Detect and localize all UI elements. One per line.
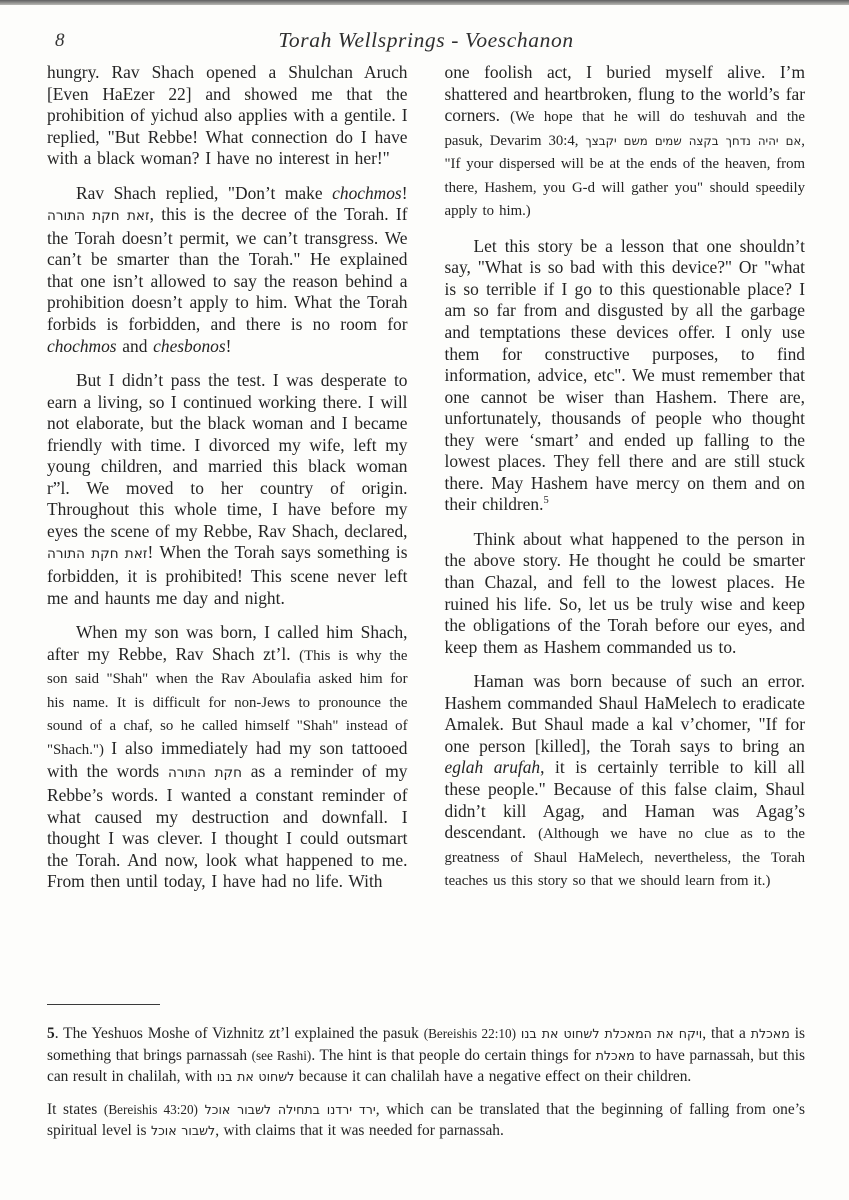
text-segment: Think about what happened to the person in the above story. He thought he could be smarter than Chazal, and fell to the lowest places. He ruined his life. So, let us be truly wise and keep the obligations of the Torah before our eyes, and keep them as Hashem commanded us to.: [444, 528, 805, 657]
text-segment: , "If your dispersed will be at the ends of the heaven, from there, Hashem, you G-d will gather you" should speedily apply to him.): [444, 132, 805, 220]
column-left: [47, 62, 408, 987]
text-segment: !: [401, 182, 408, 203]
paragraph: [47, 1099, 805, 1142]
text-segment: and: [116, 335, 154, 356]
text-segment: But I didn’t pass the test. I was desperate to earn a living, so I continued working there. I will not elaborate, but the black woman and I became friendly with time. I divorced my wife, left my young children, and married this black woman r”l. We moved to her country of origin. Throughout this whole time, I have before my eyes the scene of my Rebbe, Rav Shach, declared,: [47, 370, 408, 541]
text-segment: (We hope that he will do teshuvah and the pasuk, Devarim 30:4,: [444, 109, 805, 149]
text-segment: (This is why the son said "Shah" when the Rav Aboulafia asked him for his name. It is difficult for non-Jews to pronounce the sound of a chaf, so he called himself "Shah" instead of "Shach."): [47, 647, 408, 758]
text-segment: , that a: [702, 1025, 751, 1042]
hebrew-text: לשחוט את בנו: [216, 1069, 295, 1085]
text-segment: , it is certainly terrible to kill all these people." Because of this false claim, Shaul didn’t kill Agag, and Haman was Agag’s descendant.: [444, 757, 805, 843]
text-segment: (see Rashi): [251, 1047, 312, 1063]
text-segment: hungry. Rav Shach opened a Shulchan Aruch [Even HaEzer 22] and showed me that the prohibition of yichud also applies with a gentile. I replied, "But Rebbe! What connection do I have with a black woman? I have no interest in her!": [47, 62, 408, 169]
paragraph: [47, 1023, 805, 1088]
text-segment: Let this story be a lesson that one shouldn’t say, "What is so bad with this device?" Or "what is so terrible if I go to this questionable place? I am so far from and disgusted by all the garbage and temptations these devices offer. I only use them for constructive purposes, to find information, advice, etc". We must remember that one cannot be wiser than Hashem. There are, unfortunately, thousands of people who thought they were ‘smart’ and ended up falling to the lowest places. They fell there and are still stuck there. May Hashem have mercy on them and on their children.: [444, 235, 805, 515]
text-segment: as a reminder of my Rebbe’s words. I wanted a constant reminder of what caused my destruction and downfall. I thought I was clever. I thought I could outsmart the Torah. And now, look what happened to me. From then until today, I have had no life. With: [47, 761, 408, 892]
text-segment: (Bereishis 22:10): [423, 1026, 516, 1041]
paragraph: [47, 370, 408, 609]
text-segment: chesbonos: [153, 335, 226, 356]
footnote-separator: [47, 1004, 160, 1005]
text-segment: eglah arufah: [444, 757, 541, 778]
text-segment: , which can be translated that the beginning of falling from one’s spiritual level is: [47, 1100, 805, 1140]
text-segment: because it can chalilah have a negative effect on their children.: [294, 1068, 692, 1086]
footnote-reference: 5: [543, 495, 549, 507]
paragraph: [445, 62, 806, 223]
two-column-body: [47, 62, 805, 987]
text-segment: [198, 1101, 205, 1118]
hebrew-text: לשבור אוכל: [150, 1123, 216, 1139]
text-segment: (Although we have no clue as to the greatness of Shaul HaMelech, nevertheless, the Torah teaches us this story so that we should learn from it.): [444, 826, 805, 890]
hebrew-text: זאת חקת התורה: [47, 546, 148, 563]
text-segment: !: [225, 335, 232, 356]
column-right: [445, 62, 806, 987]
paragraph: [445, 671, 806, 892]
paragraph: [47, 183, 408, 357]
paragraph: [47, 62, 408, 170]
page-number: 8: [55, 30, 65, 51]
text-segment: one foolish act, I buried myself alive. I’m shattered and heartbroken, flung to the world’s far corners.: [444, 62, 805, 126]
text-segment: Rav Shach replied, "Don’t make: [76, 182, 333, 203]
text-segment: It states: [47, 1100, 104, 1118]
text-segment: I also immediately had my son tattooed with the words: [47, 737, 408, 782]
paragraph: [445, 236, 806, 516]
text-segment: Haman was born because of such an error. Hashem commanded Shaul HaMelech to eradicate Amalek. But Shaul made a kal v’chomer, "If for one person [killed], the Torah says to bring an: [444, 671, 805, 756]
hebrew-text: ירד ירדנו בתחילה לשבור אוכל: [204, 1101, 376, 1117]
hebrew-text: זאת חקת התורה: [47, 208, 150, 225]
hebrew-text: ויקח את המאכלת לשחוט את בנו: [520, 1026, 703, 1041]
hebrew-text: מאכלת: [750, 1026, 790, 1041]
text-segment: 5: [47, 1025, 55, 1042]
text-segment: chochmos: [47, 335, 117, 356]
text-segment: to have parnassah, but this can result in chalilah, with: [47, 1046, 805, 1086]
hebrew-text: אם יהיה נדחך בקצה שמים משם יקבצך: [585, 133, 802, 148]
text-segment: . The hint is that people do certain things for: [311, 1046, 596, 1064]
footnotes-section: [47, 1023, 805, 1153]
text-segment: (Bereishis 43:20): [103, 1101, 198, 1117]
text-segment: is something that brings parnassah: [47, 1025, 805, 1064]
paragraph: [445, 529, 806, 658]
text-segment: When my son was born, I called him Shach, after my Rebbe, Rav Shach zt’l.: [47, 622, 408, 664]
hebrew-text: מאכלת: [595, 1047, 635, 1063]
hebrew-text: חקת התורה: [167, 765, 243, 782]
text-segment: ! When the Torah says something is forbidden, it is prohibited! This scene never left me and haunts me day and night.: [47, 542, 408, 608]
text-segment: chochmos: [332, 182, 402, 203]
paragraph: [47, 622, 408, 893]
text-segment: , with claims that it was needed for parnassah.: [215, 1122, 504, 1140]
page-title: Torah Wellsprings - Voeschanon: [278, 28, 574, 52]
text-segment: . The Yeshuos Moshe of Vizhnitz zt’l explained the pasuk: [54, 1025, 424, 1042]
text-segment: , this is the decree of the Torah. If the Torah doesn’t permit, we can’t transgress. We can’t be smarter than the Torah." He explained that one isn’t allowed to say the reason behind a prohibition doesn’t apply to him. What the Torah forbids is forbidden, and there is no room for: [47, 204, 408, 335]
page-header: [47, 0, 805, 62]
